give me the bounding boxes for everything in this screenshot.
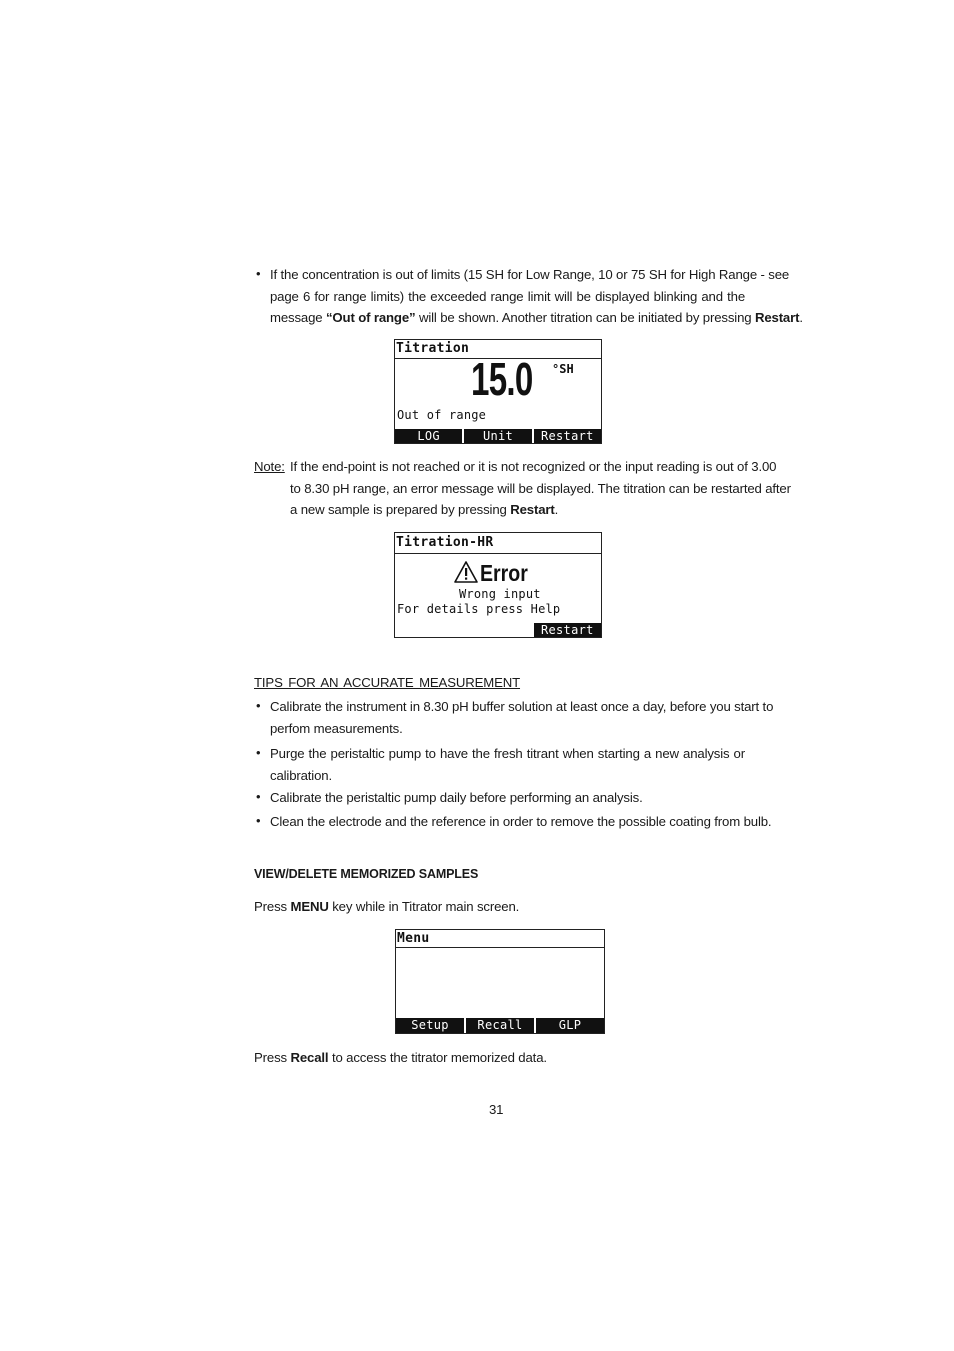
view-instruction: Press MENU key while in Titrator main screen.: [254, 899, 520, 914]
paragraph-line: Calibrate the instrument in 8.30 pH buffer solution at least once a day, before you start to: [270, 699, 774, 714]
paragraph-line: If the concentration is out of limits (15 SH for Low Range, 10 or 75 SH for High Range - see: [270, 267, 790, 282]
paragraph-line: Purge the peristaltic pump to have the fresh titrant when starting a new analysis or: [270, 746, 745, 761]
softkey-glp[interactable]: GLP: [536, 1018, 604, 1033]
bullet-marker: •: [256, 813, 261, 828]
lcd-error-detail: Wrong input: [459, 587, 541, 601]
recall-instruction: Press Recall to access the titrator memorized data.: [254, 1050, 547, 1065]
lcd-titration-screen: [394, 339, 602, 444]
tips-item: [270, 696, 774, 739]
tips-heading: TIPS FOR AN ACCURATE MEASUREMENT: [254, 675, 521, 690]
bullet-marker: •: [256, 745, 261, 760]
softkey-empty: [395, 623, 462, 637]
tips-item: Calibrate the peristaltic pump daily before performing an analysis.: [270, 790, 643, 805]
bullet-marker: •: [256, 789, 261, 804]
lcd-softkey-bar: [395, 429, 601, 443]
bullet-marker: •: [256, 266, 261, 281]
softkey-unit[interactable]: Unit: [464, 429, 531, 443]
warning-icon: [453, 560, 479, 584]
tips-item: Clean the electrode and the reference in order to remove the possible coating from bulb.: [270, 814, 772, 829]
softkey-setup[interactable]: Setup: [396, 1018, 464, 1033]
paragraph-out-of-range: [270, 264, 803, 329]
lcd-title: Titration-HR: [396, 535, 494, 550]
view-heading: VIEW/DELETE MEMORIZED SAMPLES: [254, 867, 479, 881]
lcd-error-screen: [394, 532, 602, 638]
bullet-marker: •: [256, 698, 261, 713]
paragraph-line: If the end-point is not reached or it is not recognized or the input reading is out of 3.00: [290, 459, 777, 474]
note-label: Note:: [254, 459, 285, 474]
lcd-title-divider: [396, 947, 604, 948]
page-number: 31: [489, 1102, 504, 1117]
paragraph-line: calibration.: [270, 767, 332, 783]
lcd-reading-value: 15.0: [471, 353, 533, 405]
softkey-restart[interactable]: Restart: [534, 429, 601, 443]
paragraph-line: page 6 for range limits) the exceeded range limit will be displayed blinking and the: [270, 288, 745, 304]
tips-item: [270, 743, 745, 786]
lcd-error-hint: For details press Help: [397, 602, 561, 616]
lcd-menu-screen: [395, 929, 605, 1034]
paragraph-line: message “Out of range” will be shown. Another titration can be initiated by pressing Restart.: [270, 310, 803, 325]
lcd-title: Menu: [397, 931, 430, 946]
lcd-reading-unit: °SH: [552, 362, 574, 376]
paragraph-line: perfom measurements.: [270, 720, 403, 736]
softkey-empty: [464, 623, 531, 637]
lcd-error-title: Error: [480, 560, 528, 586]
softkey-restart[interactable]: Restart: [534, 623, 601, 637]
lcd-softkey-bar: [395, 623, 601, 637]
lcd-title-divider: [395, 553, 601, 554]
lcd-title: Titration: [396, 341, 470, 356]
note-paragraph: [290, 456, 791, 521]
lcd-status-message: Out of range: [397, 408, 487, 422]
softkey-log[interactable]: LOG: [395, 429, 462, 443]
paragraph-line: to 8.30 pH range, an error message will be displayed. The titration can be restarted after: [290, 480, 791, 496]
softkey-recall[interactable]: Recall: [466, 1018, 534, 1033]
paragraph-line: a new sample is prepared by pressing Restart.: [290, 502, 559, 517]
lcd-softkey-bar: [396, 1018, 604, 1033]
